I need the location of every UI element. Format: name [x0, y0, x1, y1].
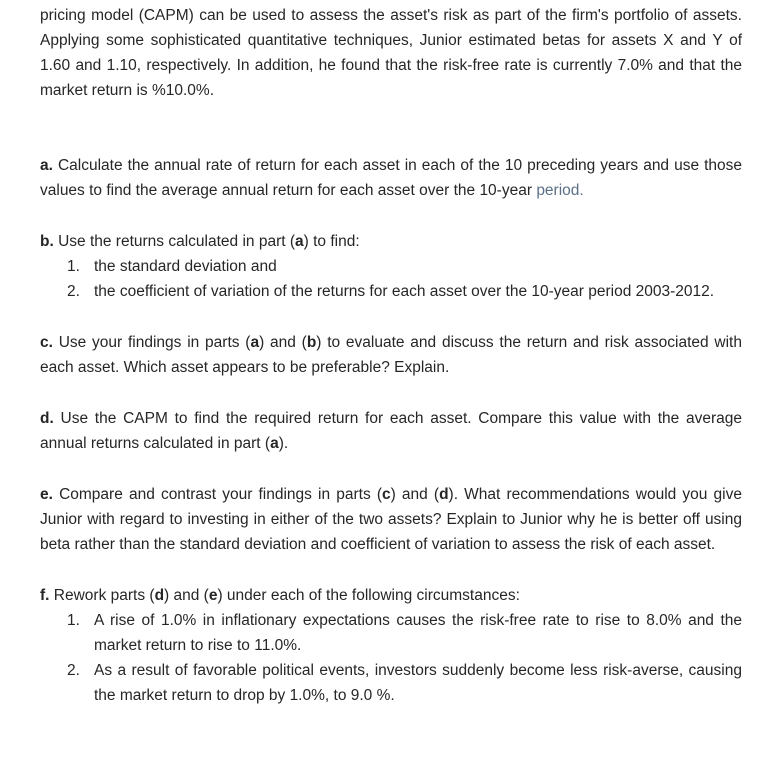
question-a-label: a. — [40, 157, 53, 174]
question-c-text — [40, 330, 742, 380]
list-item — [40, 254, 742, 279]
list-item — [40, 658, 742, 708]
question-f-ref2: e — [208, 587, 218, 604]
list-item-text: A rise of 1.0% in inflationary expectations causes the risk-free rate to rise to 8.0% and the market return to rise to 11.0%. — [94, 612, 742, 654]
list-item-number: 1. — [67, 612, 80, 629]
question-e-part1: Compare and contrast your findings in parts ( — [52, 486, 382, 503]
question-a-tail: period. — [536, 182, 584, 199]
question-e-ref1: c — [382, 486, 391, 503]
question-c-ref1: a — [250, 334, 260, 351]
question-c-part2: ) and ( — [259, 334, 307, 351]
list-item-text: As a result of favorable political events, investors suddenly become less risk-averse, causing the market return to drop by 1.0%, to 9.0 %. — [94, 662, 742, 704]
question-a — [40, 153, 742, 203]
list-item-number: 2. — [67, 283, 80, 300]
question-f-list — [40, 608, 742, 708]
question-c-part1: Use your findings in parts ( — [52, 334, 251, 351]
question-e-ref2: d — [439, 486, 449, 503]
question-d-text — [40, 406, 742, 456]
list-item-number: 2. — [67, 662, 80, 679]
question-e-label: e. — [40, 486, 53, 503]
question-c-part3: ) to evaluate and discuss the return and risk associated with each asset. Which asset appears to be preferable? Explain. — [40, 334, 742, 376]
question-f-part2: ) and ( — [164, 587, 209, 604]
question-b — [40, 229, 742, 304]
question-d-part1: Use the CAPM to find the required return for each asset. Compare this value with the average annual returns calculated in part ( — [40, 410, 742, 452]
question-e — [40, 482, 742, 557]
question-c-ref2: b — [306, 334, 317, 351]
question-c — [40, 330, 742, 380]
question-e-part2: ) and ( — [390, 486, 440, 503]
question-d-label: d. — [40, 410, 54, 427]
list-item — [40, 279, 742, 304]
question-d-ref1: a — [270, 435, 279, 452]
question-a-body: Calculate the annual rate of return for each asset in each of the 10 preceding years and use those values to find the average annual return for each asset over the 10-year — [40, 157, 742, 199]
question-f-part3: ) under each of the following circumstances: — [217, 587, 520, 604]
question-b-list — [40, 254, 742, 304]
question-a-text — [40, 153, 742, 203]
document-page — [40, 3, 742, 734]
question-f-text — [40, 583, 742, 608]
question-f-ref1: d — [154, 587, 165, 604]
question-b-post: ) to find: — [303, 233, 360, 250]
list-item — [40, 608, 742, 658]
question-f-label: f. — [40, 587, 50, 604]
question-d-part2: ). — [278, 435, 289, 452]
question-c-label: c. — [40, 334, 53, 351]
question-b-label: b. — [40, 233, 54, 250]
question-b-text — [40, 229, 742, 254]
question-b-pre: Use the returns calculated in part ( — [53, 233, 296, 250]
list-item-text: the standard deviation and — [94, 258, 277, 275]
question-e-part3: ). What recommendations would you give Junior with regard to investing in either of the two assets? Explain to Junior why he is better off using beta rather than the standard deviation and coefficient of variation to assess the risk of each asset. — [40, 486, 742, 553]
question-f — [40, 583, 742, 708]
list-item-number: 1. — [67, 258, 80, 275]
question-d — [40, 406, 742, 456]
list-item-text: the coefficient of variation of the returns for each asset over the 10-year period 2003-2012. — [94, 283, 715, 300]
question-e-text — [40, 482, 742, 557]
question-b-ref: a — [295, 233, 304, 250]
question-f-part1: Rework parts ( — [49, 587, 155, 604]
intro-paragraph: pricing model (CAPM) can be used to assess the asset's risk as part of the firm's portfolio of assets. Applying some sophisticated quantitative techniques, Junior estimated betas for assets X and Y of 1.60 and 1.10, respectively. In addition, he found that the risk-free rate is currently 7.0% and that the market return is %10.0%. — [40, 7, 742, 99]
